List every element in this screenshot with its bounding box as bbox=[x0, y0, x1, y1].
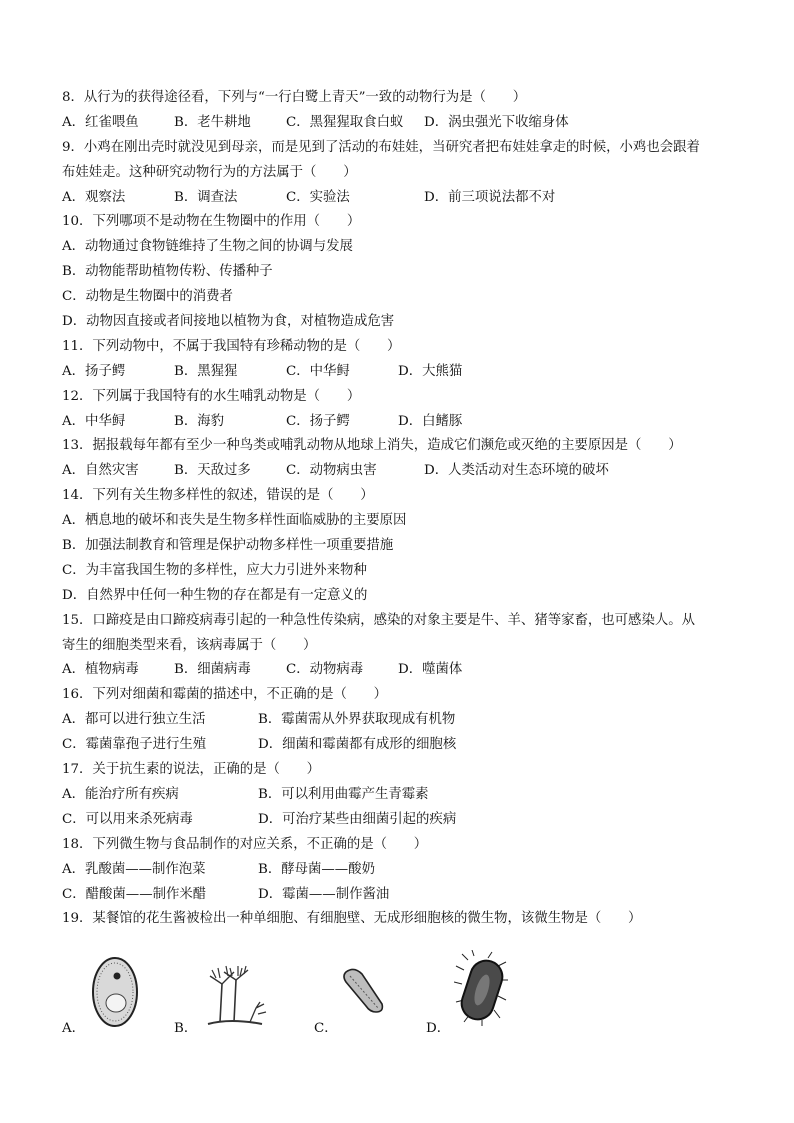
answer-option[interactable]: C．黑猩猩取食白蚁 bbox=[286, 114, 404, 130]
answer-option[interactable]: A．植物病毒 bbox=[62, 662, 139, 678]
options-row bbox=[62, 733, 742, 758]
answer-option[interactable]: C．可以用来杀死病毒 bbox=[62, 811, 193, 827]
answer-option[interactable]: A．中华鲟 bbox=[62, 413, 126, 429]
exam-page bbox=[62, 86, 742, 932]
options-row bbox=[62, 658, 742, 683]
question-stem: 13．据报载每年都有至少一种鸟类或哺乳动物从地球上消失，造成它们濒危或灭绝的主要原因是（ ） bbox=[62, 438, 682, 454]
answer-option[interactable]: B．细菌病毒 bbox=[174, 662, 251, 678]
q19-option-b bbox=[174, 946, 294, 1036]
answer-option[interactable]: A．能治疗所有疾病 bbox=[62, 786, 179, 802]
question-stem: 8．从行为的获得途径看，下列与“一行白鹭上青天”一致的动物行为是（ ） bbox=[62, 90, 527, 105]
option-label: B． bbox=[174, 1021, 198, 1036]
question-stem: 9．小鸡在刚出壳时就没见到母亲，而是见到了活动的布娃娃，当研究者把布娃娃拿走的时候，小鸡也会跟着 bbox=[62, 139, 700, 155]
answer-option[interactable]: D．可治疗某些由细菌引起的疾病 bbox=[258, 811, 457, 827]
answer-option[interactable]: C．扬子鳄 bbox=[286, 413, 350, 429]
answer-option[interactable]: B．可以利用曲霉产生青霉素 bbox=[258, 786, 429, 802]
q19-option-d bbox=[426, 946, 546, 1036]
answer-option[interactable]: A．都可以进行独立生活 bbox=[62, 712, 206, 728]
option-label: D． bbox=[426, 1021, 451, 1036]
answer-option[interactable]: A．扬子鳄 bbox=[62, 363, 126, 379]
question-stem: 寄生的细胞类型来看，该病毒属于（ ） bbox=[62, 637, 317, 653]
options-row bbox=[62, 858, 742, 883]
yeast-cell-icon bbox=[90, 954, 140, 1030]
answer-option[interactable]: C．为丰富我国生物的多样性，应大力引进外来物种 bbox=[62, 562, 367, 578]
answer-option[interactable]: C．实验法 bbox=[286, 189, 350, 205]
question-stem: 11．下列动物中，不属于我国特有珍稀动物的是（ ） bbox=[62, 338, 401, 354]
option-label: C． bbox=[314, 1021, 338, 1036]
question-stem: 布娃娃走。这种研究动物行为的方法属于（ ） bbox=[62, 164, 357, 180]
answer-option[interactable]: B．天敌过多 bbox=[174, 463, 251, 479]
answer-option[interactable]: C．动物病毒 bbox=[286, 662, 364, 678]
answer-option[interactable]: B．霉菌需从外界获取现成有机物 bbox=[258, 712, 456, 728]
q19-option-a bbox=[62, 946, 182, 1036]
mold-icon bbox=[200, 962, 270, 1032]
answer-option[interactable]: C．醋酸菌——制作米醋 bbox=[62, 886, 207, 902]
bacterium-icon bbox=[454, 950, 510, 1026]
options-row bbox=[62, 883, 742, 908]
question-stem: 19．某餐馆的花生酱被检出一种单细胞、有细胞壁、无成形细胞核的微生物，该微生物是（ ） bbox=[62, 911, 642, 927]
answer-option[interactable]: B．老牛耕地 bbox=[174, 114, 251, 130]
question-stem: 12．下列属于我国特有的水生哺乳动物是（ ） bbox=[62, 388, 361, 404]
answer-option[interactable]: C．中华鲟 bbox=[286, 363, 350, 379]
q19-image-options bbox=[62, 946, 742, 1036]
options-row bbox=[62, 410, 742, 435]
option-label: A． bbox=[62, 1021, 86, 1036]
options-row bbox=[62, 459, 742, 484]
question-stem: 17．关于抗生素的说法，正确的是（ ） bbox=[62, 762, 321, 778]
q19-option-c bbox=[314, 946, 434, 1036]
options-row bbox=[62, 708, 742, 733]
answer-option[interactable]: B．加强法制教育和管理是保护动物多样性一项重要措施 bbox=[62, 538, 394, 554]
question-stem: 14．下列有关生物多样性的叙述，错误的是（ ） bbox=[62, 488, 374, 504]
options-row bbox=[62, 111, 742, 136]
answer-option[interactable]: D．动物因直接或者间接地以植物为食，对植物造成危害 bbox=[62, 314, 395, 330]
answer-option[interactable]: B．调查法 bbox=[174, 189, 238, 205]
answer-option[interactable]: D．涡虫强光下收缩身体 bbox=[424, 114, 569, 130]
answer-option[interactable]: D．霉菌——制作酱油 bbox=[258, 886, 390, 902]
question-stem: 10．下列哪项不是动物在生物圈中的作用（ ） bbox=[62, 214, 361, 230]
answer-option[interactable]: A．观察法 bbox=[62, 189, 126, 205]
options-row bbox=[62, 808, 742, 833]
answer-option[interactable]: D．大熊猫 bbox=[398, 363, 463, 379]
options-row bbox=[62, 360, 742, 385]
answer-option[interactable]: D．前三项说法都不对 bbox=[424, 189, 556, 205]
answer-option[interactable]: D．噬菌体 bbox=[398, 662, 463, 678]
question-stem: 15．口蹄疫是由口蹄疫病毒引起的一种急性传染病，感染的对象主要是牛、羊、猪等家畜，也可感染人。从 bbox=[62, 612, 696, 628]
answer-option[interactable]: C．动物是生物圈中的消费者 bbox=[62, 289, 233, 305]
answer-option[interactable]: B．海豹 bbox=[174, 413, 225, 429]
answer-option[interactable]: B．动物能帮助植物传粉、传播种子 bbox=[62, 264, 273, 280]
answer-option[interactable]: B．酵母菌——酸奶 bbox=[258, 861, 375, 877]
answer-option[interactable]: C．霉菌靠孢子进行生殖 bbox=[62, 737, 207, 753]
answer-option[interactable]: C．动物病虫害 bbox=[286, 463, 377, 479]
answer-option[interactable]: A．栖息地的破坏和丧失是生物多样性面临威胁的主要原因 bbox=[62, 513, 407, 529]
question-stem: 16．下列对细菌和霉菌的描述中，不正确的是（ ） bbox=[62, 687, 388, 703]
answer-option[interactable]: A．乳酸菌——制作泡菜 bbox=[62, 861, 206, 877]
answer-option[interactable]: A．自然灾害 bbox=[62, 463, 139, 479]
options-row bbox=[62, 186, 742, 211]
answer-option[interactable]: A．动物通过食物链维持了生物之间的协调与发展 bbox=[62, 239, 353, 255]
answer-option[interactable]: D．人类活动对生态环境的破坏 bbox=[424, 463, 609, 479]
protozoan-icon bbox=[340, 964, 388, 1016]
answer-option[interactable]: A．红雀喂鱼 bbox=[62, 114, 139, 130]
question-stem: 18．下列微生物与食品制作的对应关系，不正确的是（ ） bbox=[62, 836, 428, 852]
answer-option[interactable]: D．自然界中任何一种生物的存在都是有一定意义的 bbox=[62, 587, 368, 603]
options-row bbox=[62, 783, 742, 808]
answer-option[interactable]: D．白鳍豚 bbox=[398, 413, 463, 429]
answer-option[interactable]: B．黑猩猩 bbox=[174, 363, 238, 379]
answer-option[interactable]: D．细菌和霉菌都有成形的细胞核 bbox=[258, 737, 457, 753]
